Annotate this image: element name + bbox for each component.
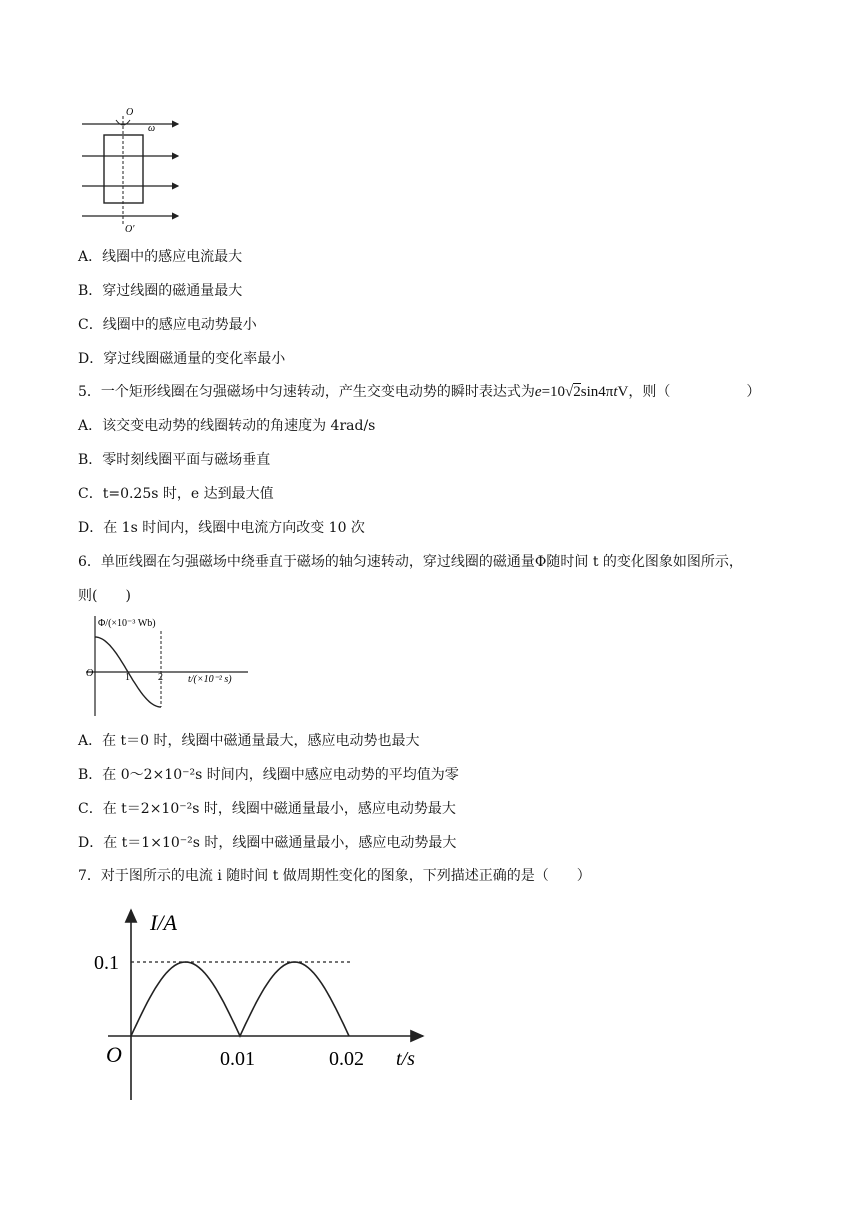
q4-option-b: B．穿过线圈的磁通量最大 [78, 283, 243, 299]
q4-option-a: A．线圈中的感应电流最大 [78, 249, 243, 265]
q4-option-c: C．线圈中的感应电动势最小 [78, 317, 257, 333]
x-tick-label: 0.02 [329, 1048, 364, 1070]
q6-stem-line2: 则( ) [78, 588, 131, 604]
formula-e: e [534, 384, 542, 400]
formula-sqrt-arg: 2 [573, 384, 581, 400]
x-axis-label: t/(×10⁻² s) [188, 674, 232, 685]
omega-label: ω [148, 123, 156, 134]
q5-option-c: C．t=0.25s 时，e 达到最大值 [78, 486, 274, 502]
q5-option-b: B．零时刻线圈平面与磁场垂直 [78, 452, 271, 468]
origin-label: O [106, 1042, 122, 1067]
axis-label-bottom: O′ [125, 224, 135, 234]
q6-option-a: A．在 t＝0 时，线圈中磁通量最大，感应电动势也最大 [78, 733, 420, 749]
q6-stem-line1: 6．单匝线圈在匀强磁场中绕垂直于磁场的轴匀速转动，穿过线圈的磁通量Φ随时间 t 的变化图象如图所示， [78, 554, 743, 570]
formula-unit: V [617, 384, 629, 400]
q6-option-d: D．在 t＝1×10⁻²s 时，线圈中磁通量最小，感应电动势最大 [78, 835, 457, 851]
q6-option-b: B．在 0～2×10⁻²s 时间内，线圈中感应电动势的平均值为零 [78, 767, 459, 783]
q7-stem: 7．对于图所示的电流 i 随时间 t 做周期性变化的图象，下列描述正确的是（ ） [78, 868, 591, 884]
q5-stem-after: ，则（ [628, 384, 671, 400]
q5-stem-text: 5．一个矩形线圈在匀强磁场中匀速转动，产生交变电动势的瞬时表达式为 [78, 384, 535, 400]
q5-option-d: D．在 1s 时间内，线圈中电流方向改变 10 次 [78, 520, 365, 536]
formula-eq: =10 [541, 384, 566, 400]
x-tick-label: 2 [158, 672, 163, 683]
q4-option-d: D．穿过线圈磁通量的变化率最小 [78, 351, 286, 367]
y-axis-label: I/A [150, 910, 177, 935]
origin-label: O [86, 668, 94, 679]
y-axis-label: Φ/(×10⁻³ Wb) [98, 618, 156, 629]
q6-option-c: C．在 t＝2×10⁻²s 时，线圈中磁通量最小，感应电动势最大 [78, 801, 456, 817]
current-curve [131, 962, 349, 1036]
q5-stem [78, 383, 760, 401]
coil-figure [78, 104, 188, 234]
x-axis-label: t/s [396, 1048, 415, 1070]
current-chart [78, 900, 438, 1105]
axis-label-top: O [126, 107, 134, 118]
q5-paren-close: ） [746, 384, 761, 400]
q5-option-a: A．该交变电动势的线圈转动的角速度为 4rad/s [78, 418, 376, 434]
x-tick-label: 1 [125, 672, 130, 683]
y-tick-label: 0.1 [94, 952, 119, 974]
formula-t: t [613, 384, 618, 400]
x-tick-label: 0.01 [220, 1048, 255, 1070]
flux-chart [78, 612, 258, 720]
sqrt-icon: √ [565, 384, 574, 400]
formula-sin: sin4π [580, 384, 614, 400]
